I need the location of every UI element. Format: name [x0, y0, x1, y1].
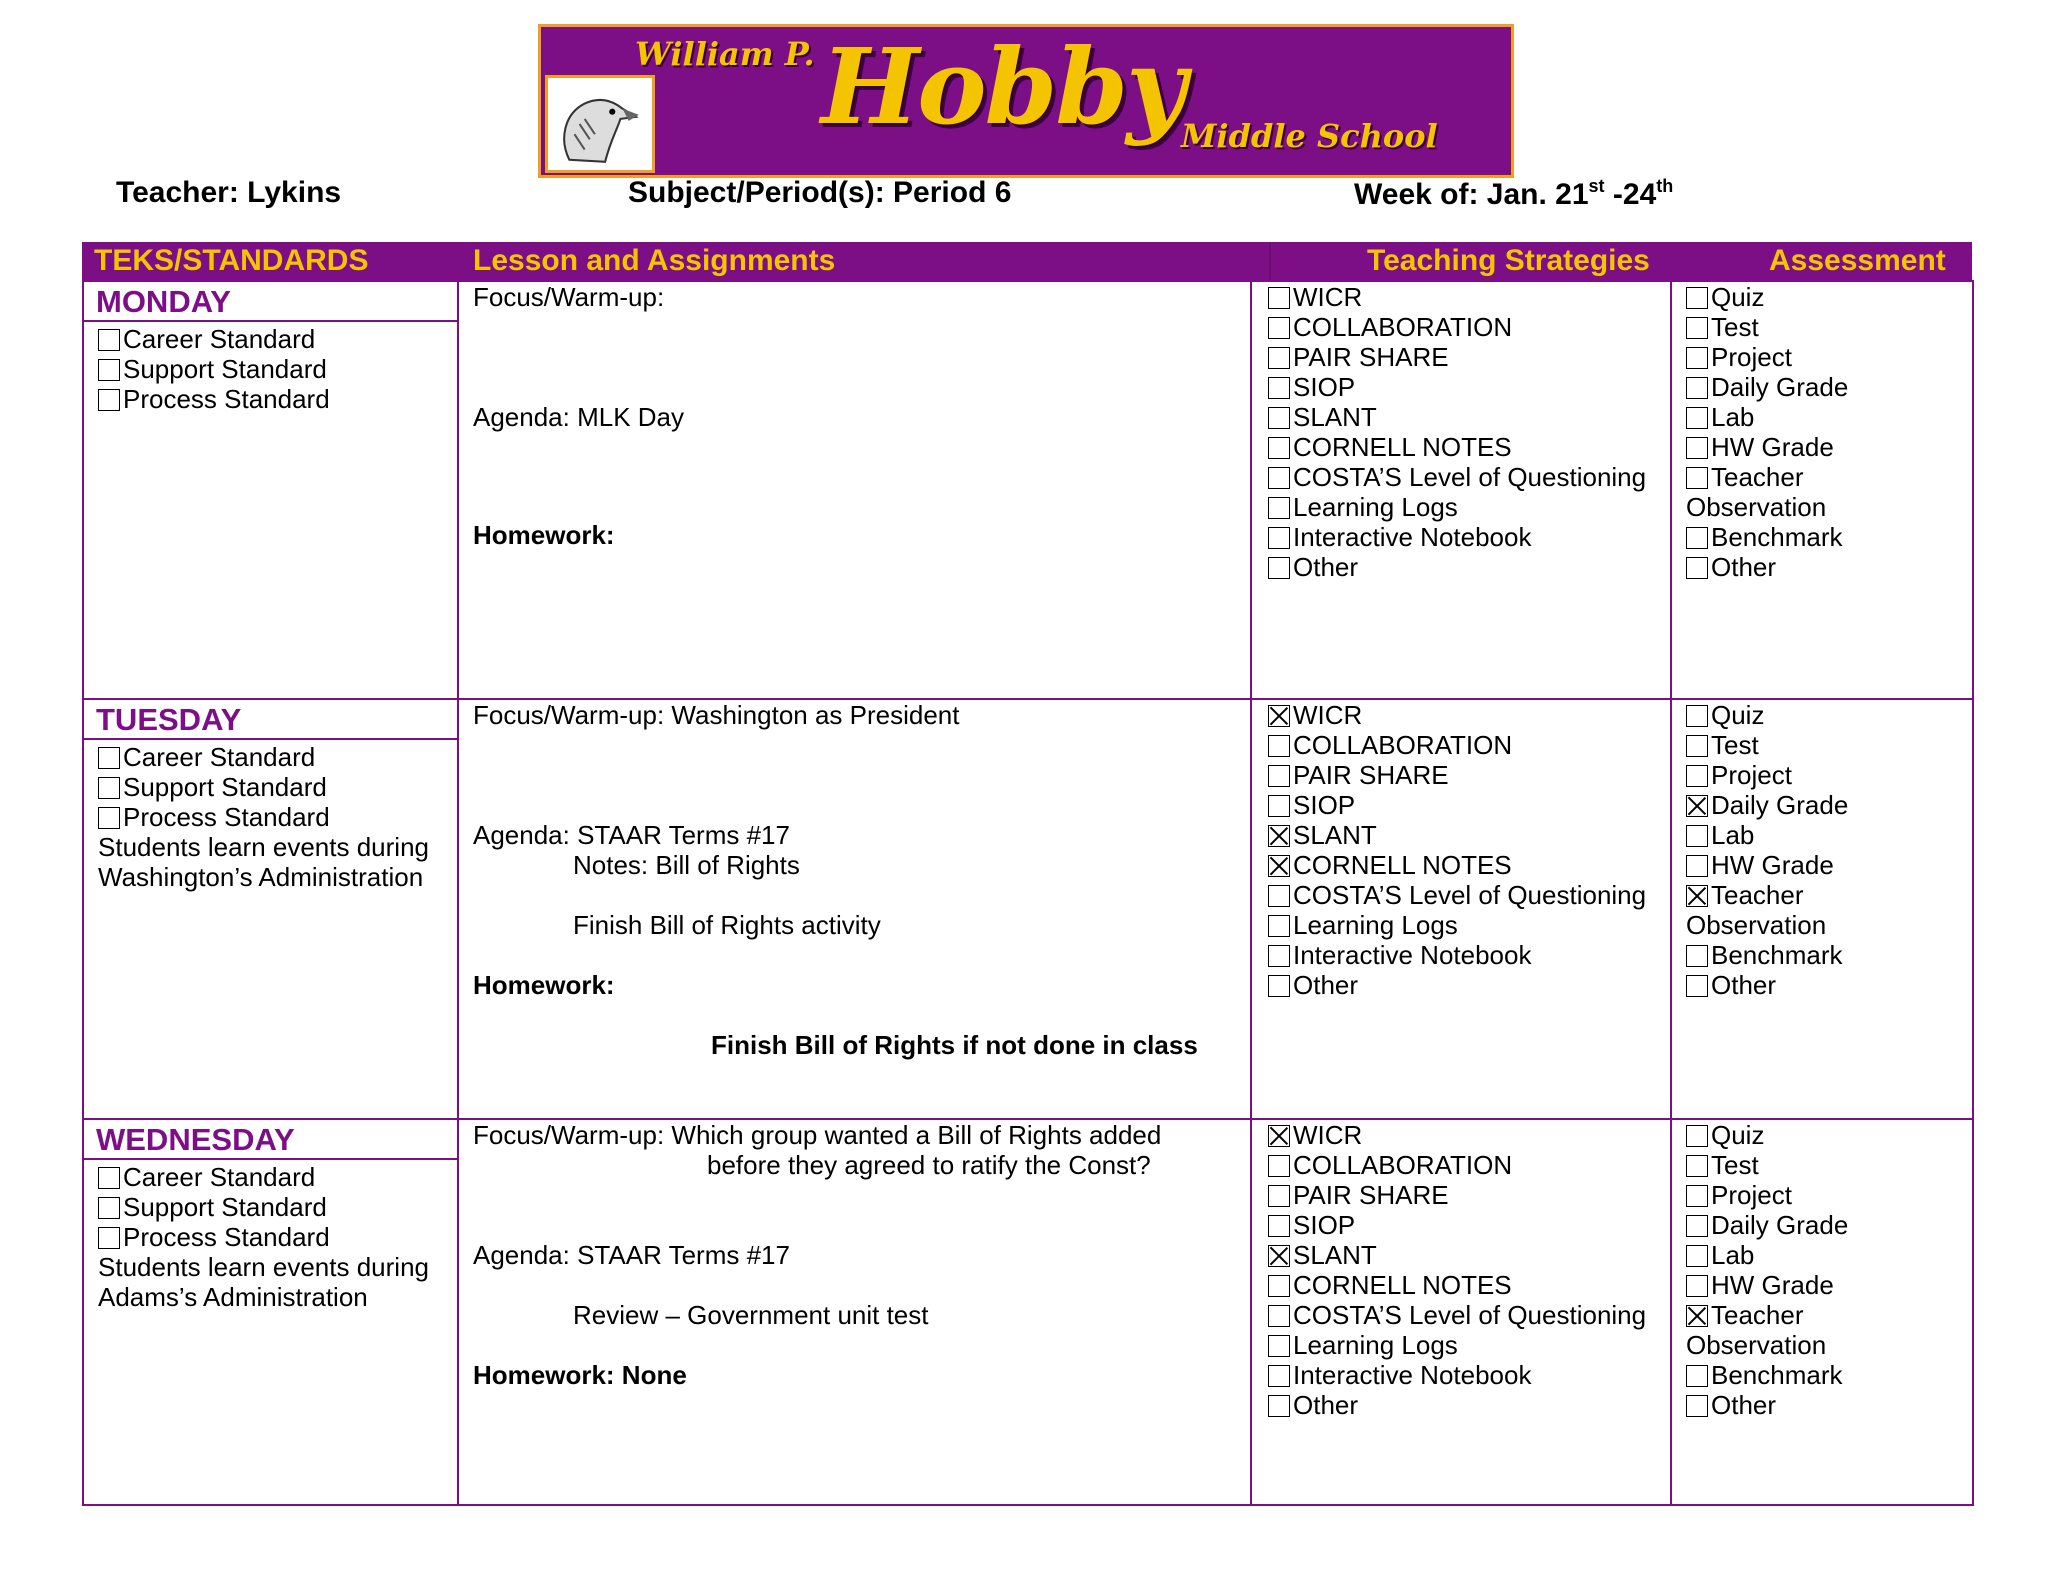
- assessment-item[interactable]: Test: [1686, 1150, 1972, 1180]
- standards-list: [84, 322, 457, 414]
- day-name: TUESDAY: [84, 700, 457, 740]
- assessment-list: [1672, 700, 1972, 1000]
- strategy-item[interactable]: COSTA’S Level of Questioning: [1268, 462, 1670, 492]
- checkbox-icon[interactable]: [1686, 825, 1708, 847]
- banner-hobby: Hobby: [821, 25, 1185, 148]
- row-tuesday: [82, 700, 1974, 1120]
- checkbox-icon[interactable]: [1268, 1305, 1290, 1327]
- homework-detail: Finish Bill of Rights if not done in class: [711, 1030, 1198, 1060]
- checkbox-icon[interactable]: [1686, 407, 1708, 429]
- strategy-item[interactable]: SIOP: [1268, 372, 1670, 402]
- checkbox-icon[interactable]: [1268, 437, 1290, 459]
- strategy-item[interactable]: COLLABORATION: [1268, 730, 1670, 760]
- checkbox-icon[interactable]: [1268, 1185, 1290, 1207]
- checkbox-icon[interactable]: [1268, 377, 1290, 399]
- homework-text: Homework:: [473, 520, 615, 550]
- lesson-cell: [459, 1120, 1252, 1504]
- strategy-item[interactable]: CORNELL NOTES: [1268, 850, 1670, 880]
- checkbox-checked-icon[interactable]: [1686, 795, 1708, 817]
- agenda-text: Agenda: STAAR Terms #17: [473, 820, 790, 850]
- assessment-item[interactable]: Daily Grade: [1686, 790, 1972, 820]
- col-assessment: Assessment: [1669, 242, 1972, 280]
- strategy-item[interactable]: Other: [1268, 970, 1670, 1000]
- checkbox-icon[interactable]: [1686, 557, 1708, 579]
- checkbox-icon[interactable]: [98, 747, 120, 769]
- banner-william: William P.: [635, 35, 815, 73]
- standard-item[interactable]: Career Standard: [98, 1162, 457, 1192]
- lesson-cell: [459, 700, 1252, 1118]
- checkbox-icon[interactable]: [1686, 1245, 1708, 1267]
- assessment-item[interactable]: Benchmark: [1686, 940, 1972, 970]
- row-monday: [82, 280, 1974, 700]
- agenda-text: Agenda: MLK Day: [473, 402, 685, 432]
- standard-item[interactable]: Process Standard: [98, 384, 457, 414]
- teacher-label: Teacher: Lykins: [116, 176, 342, 209]
- assessment-item[interactable]: Project: [1686, 1180, 1972, 1210]
- strategy-item[interactable]: WICR: [1268, 1120, 1670, 1150]
- assessment-item[interactable]: Lab: [1686, 1240, 1972, 1270]
- strategy-item[interactable]: Learning Logs: [1268, 1330, 1670, 1360]
- standard-item[interactable]: Support Standard: [98, 772, 457, 802]
- assessment-cell: [1672, 700, 1972, 1118]
- checkbox-checked-icon[interactable]: [1686, 1305, 1708, 1327]
- assessment-list: [1672, 282, 1972, 582]
- assessment-item[interactable]: HW Grade: [1686, 432, 1972, 462]
- strategy-item[interactable]: PAIR SHARE: [1268, 342, 1670, 372]
- focus-text-cont: before they agreed to ratify the Const?: [707, 1150, 1151, 1180]
- checkbox-icon[interactable]: [1686, 287, 1708, 309]
- focus-text: Focus/Warm-up:: [473, 282, 665, 312]
- checkbox-checked-icon[interactable]: [1686, 885, 1708, 907]
- assessment-item[interactable]: Other: [1686, 1390, 1972, 1420]
- checkbox-icon[interactable]: [1686, 1365, 1708, 1387]
- checkbox-icon[interactable]: [98, 1197, 120, 1219]
- checkbox-icon[interactable]: [1268, 1275, 1290, 1297]
- strategy-item[interactable]: Interactive Notebook: [1268, 522, 1670, 552]
- checkbox-checked-icon[interactable]: [1268, 855, 1290, 877]
- agenda-review: Review – Government unit test: [573, 1300, 929, 1330]
- checkbox-icon[interactable]: [1686, 1155, 1708, 1177]
- assessment-item[interactable]: Teacher: [1686, 1300, 1972, 1330]
- assessment-item[interactable]: Teacher: [1686, 462, 1972, 492]
- standards-description: Students learn events during Washington’s Administration: [98, 832, 429, 892]
- focus-text: Focus/Warm-up: Washington as President: [473, 700, 960, 730]
- strategies-cell: [1252, 1120, 1672, 1504]
- strategy-item[interactable]: CORNELL NOTES: [1268, 432, 1670, 462]
- col-lesson: Lesson and Assignments: [457, 242, 1269, 280]
- assessment-item[interactable]: Daily Grade: [1686, 1210, 1972, 1240]
- assessment-item[interactable]: Quiz: [1686, 700, 1972, 730]
- standard-item[interactable]: Support Standard: [98, 354, 457, 384]
- assessment-cell: [1672, 282, 1972, 698]
- checkbox-icon[interactable]: [1268, 795, 1290, 817]
- checkbox-checked-icon[interactable]: [1268, 705, 1290, 727]
- assessment-item[interactable]: Project: [1686, 760, 1972, 790]
- checkbox-icon[interactable]: [1268, 945, 1290, 967]
- strategy-item[interactable]: PAIR SHARE: [1268, 760, 1670, 790]
- checkbox-icon[interactable]: [1686, 1185, 1708, 1207]
- standard-item[interactable]: Career Standard: [98, 324, 457, 354]
- standards-list: [84, 1160, 457, 1252]
- standard-item[interactable]: Process Standard: [98, 802, 457, 832]
- checkbox-icon[interactable]: [1686, 527, 1708, 549]
- hawk-logo: [545, 75, 655, 173]
- strategy-item[interactable]: COSTA’S Level of Questioning: [1268, 880, 1670, 910]
- strategy-item[interactable]: SLANT: [1268, 820, 1670, 850]
- checkbox-icon[interactable]: [1686, 1125, 1708, 1147]
- standards-description: Students learn events during Adams’s Administration: [98, 1252, 429, 1312]
- checkbox-icon[interactable]: [1686, 317, 1708, 339]
- assessment-item[interactable]: Benchmark: [1686, 1360, 1972, 1390]
- checkbox-icon[interactable]: [1268, 975, 1290, 997]
- lesson-cell: [459, 282, 1252, 698]
- checkbox-icon[interactable]: [1268, 287, 1290, 309]
- checkbox-icon[interactable]: [1268, 527, 1290, 549]
- assessment-item[interactable]: Lab: [1686, 402, 1972, 432]
- checkbox-icon[interactable]: [1268, 407, 1290, 429]
- day-name: WEDNESDAY: [84, 1120, 457, 1160]
- strategies-cell: [1252, 700, 1672, 1118]
- checkbox-icon[interactable]: [98, 359, 120, 381]
- checkbox-checked-icon[interactable]: [1268, 1125, 1290, 1147]
- strategy-item[interactable]: WICR: [1268, 700, 1670, 730]
- strategy-item[interactable]: WICR: [1268, 282, 1670, 312]
- checkbox-icon[interactable]: [1686, 1215, 1708, 1237]
- homework-text: Homework: None: [473, 1360, 687, 1390]
- strategy-item[interactable]: SIOP: [1268, 1210, 1670, 1240]
- assessment-item[interactable]: Daily Grade: [1686, 372, 1972, 402]
- col-teks: TEKS/STANDARDS: [82, 242, 457, 280]
- checkbox-icon[interactable]: [1268, 735, 1290, 757]
- checkbox-icon[interactable]: [1268, 347, 1290, 369]
- checkbox-icon[interactable]: [1268, 1395, 1290, 1417]
- strategy-item[interactable]: Interactive Notebook: [1268, 940, 1670, 970]
- checkbox-icon[interactable]: [1268, 885, 1290, 907]
- teks-cell: [84, 282, 459, 698]
- strategies-list: [1252, 700, 1670, 1000]
- checkbox-icon[interactable]: [1686, 347, 1708, 369]
- checkbox-icon[interactable]: [1268, 317, 1290, 339]
- checkbox-icon[interactable]: [1686, 735, 1708, 757]
- standard-item[interactable]: Support Standard: [98, 1192, 457, 1222]
- day-name: MONDAY: [84, 282, 457, 322]
- checkbox-icon[interactable]: [98, 1167, 120, 1189]
- assessment-item[interactable]: Teacher: [1686, 880, 1972, 910]
- checkbox-icon[interactable]: [98, 807, 120, 829]
- strategy-item[interactable]: Learning Logs: [1268, 492, 1670, 522]
- assessment-item[interactable]: Quiz: [1686, 1120, 1972, 1150]
- col-strategies: Teaching Strategies: [1269, 242, 1669, 280]
- strategy-item[interactable]: Other: [1268, 1390, 1670, 1420]
- checkbox-icon[interactable]: [1686, 705, 1708, 727]
- checkbox-icon[interactable]: [1268, 557, 1290, 579]
- strategies-cell: [1252, 282, 1672, 698]
- assessment-list: [1672, 1120, 1972, 1420]
- assessment-item[interactable]: HW Grade: [1686, 1270, 1972, 1300]
- checkbox-icon[interactable]: [98, 329, 120, 351]
- checkbox-icon[interactable]: [1686, 855, 1708, 877]
- checkbox-icon[interactable]: [1686, 975, 1708, 997]
- checkbox-icon[interactable]: [1686, 1395, 1708, 1417]
- checkbox-icon[interactable]: [98, 389, 120, 411]
- agenda-text: Agenda: STAAR Terms #17: [473, 1240, 790, 1270]
- checkbox-icon[interactable]: [1686, 377, 1708, 399]
- assessment-item[interactable]: Lab: [1686, 820, 1972, 850]
- checkbox-icon[interactable]: [1686, 1275, 1708, 1297]
- assessment-item[interactable]: Other: [1686, 552, 1972, 582]
- week-label: Week of: Jan. 21st -24th: [1354, 176, 1674, 211]
- assessment-item[interactable]: Quiz: [1686, 282, 1972, 312]
- checkbox-icon[interactable]: [1268, 915, 1290, 937]
- standards-list: [84, 740, 457, 832]
- checkbox-icon[interactable]: [98, 1227, 120, 1249]
- agenda-activity: Finish Bill of Rights activity: [573, 910, 881, 940]
- school-banner: [538, 24, 1514, 178]
- assessment-item[interactable]: Test: [1686, 312, 1972, 342]
- checkbox-icon[interactable]: [1686, 437, 1708, 459]
- assessment-item[interactable]: Test: [1686, 730, 1972, 760]
- checkbox-icon[interactable]: [1268, 1155, 1290, 1177]
- checkbox-icon[interactable]: [1686, 765, 1708, 787]
- checkbox-checked-icon[interactable]: [1268, 1245, 1290, 1267]
- strategy-item[interactable]: Other: [1268, 552, 1670, 582]
- strategy-item[interactable]: COLLABORATION: [1268, 312, 1670, 342]
- assessment-wrap: Observation: [1686, 1330, 1827, 1360]
- assessment-wrap: Observation: [1686, 910, 1827, 940]
- row-wednesday: [82, 1120, 1974, 1506]
- subject-label: Subject/Period(s): Period 6: [628, 176, 1012, 209]
- checkbox-icon[interactable]: [1686, 945, 1708, 967]
- strategy-item[interactable]: CORNELL NOTES: [1268, 1270, 1670, 1300]
- strategy-item[interactable]: SIOP: [1268, 790, 1670, 820]
- checkbox-icon[interactable]: [98, 777, 120, 799]
- strategy-item[interactable]: COLLABORATION: [1268, 1150, 1670, 1180]
- strategy-item[interactable]: PAIR SHARE: [1268, 1180, 1670, 1210]
- strategy-item[interactable]: SLANT: [1268, 402, 1670, 432]
- assessment-item[interactable]: Other: [1686, 970, 1972, 1000]
- focus-text: Focus/Warm-up: Which group wanted a Bill of Rights added: [473, 1120, 1162, 1150]
- standard-item[interactable]: Process Standard: [98, 1222, 457, 1252]
- lesson-plan-table: [82, 242, 1974, 1506]
- checkbox-icon[interactable]: [1268, 1335, 1290, 1357]
- assessment-item[interactable]: Project: [1686, 342, 1972, 372]
- teks-cell: [84, 1120, 459, 1504]
- assessment-item[interactable]: Benchmark: [1686, 522, 1972, 552]
- checkbox-icon[interactable]: [1686, 467, 1708, 489]
- banner-middle-school: Middle School: [1181, 117, 1438, 155]
- agenda-notes: Notes: Bill of Rights: [573, 850, 800, 880]
- assessment-cell: [1672, 1120, 1972, 1504]
- strategy-item[interactable]: COSTA’S Level of Questioning: [1268, 1300, 1670, 1330]
- strategy-item[interactable]: SLANT: [1268, 1240, 1670, 1270]
- checkbox-icon[interactable]: [1268, 1215, 1290, 1237]
- strategy-item[interactable]: Learning Logs: [1268, 910, 1670, 940]
- assessment-item[interactable]: HW Grade: [1686, 850, 1972, 880]
- teks-cell: [84, 700, 459, 1118]
- strategy-item[interactable]: Interactive Notebook: [1268, 1360, 1670, 1390]
- assessment-wrap: Observation: [1686, 492, 1827, 522]
- standard-item[interactable]: Career Standard: [98, 742, 457, 772]
- strategies-list: [1252, 1120, 1670, 1420]
- checkbox-icon[interactable]: [1268, 467, 1290, 489]
- checkbox-icon[interactable]: [1268, 497, 1290, 519]
- checkbox-icon[interactable]: [1268, 765, 1290, 787]
- strategies-list: [1252, 282, 1670, 582]
- checkbox-checked-icon[interactable]: [1268, 825, 1290, 847]
- checkbox-icon[interactable]: [1268, 1365, 1290, 1387]
- homework-text: Homework:: [473, 970, 615, 1000]
